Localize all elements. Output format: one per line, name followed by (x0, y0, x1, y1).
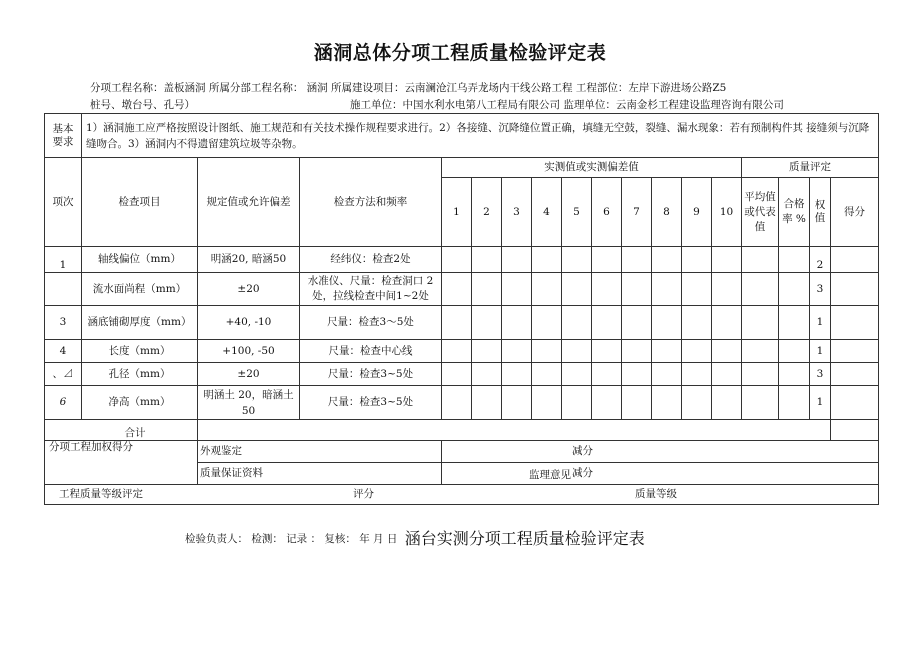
cell (592, 273, 622, 306)
cell (502, 306, 532, 340)
basic-label-1: 基本 (52, 122, 74, 135)
header-measured: 实测值或实测偏差值 (442, 158, 742, 178)
header-weight: 权值 (810, 178, 831, 247)
cell (831, 247, 879, 273)
row-method: 尺量：检查3~5处 (300, 386, 442, 420)
header-col-3: 3 (502, 178, 532, 247)
table-row (45, 306, 879, 340)
cell (831, 363, 879, 386)
cell (502, 340, 532, 363)
cell (831, 340, 879, 363)
header-score: 得分 (831, 178, 879, 247)
signature-text: 检验负责人： 检测： 记录 ： 复核： 年 月 日 (185, 533, 398, 545)
cell (652, 363, 682, 386)
row-weight: 3 (810, 363, 831, 386)
cell (562, 363, 592, 386)
cell (779, 306, 810, 340)
cell (742, 340, 779, 363)
cell (592, 340, 622, 363)
row-seq: 4 (45, 340, 82, 363)
cell (831, 273, 879, 306)
header-col-7: 7 (622, 178, 652, 247)
cell (779, 273, 810, 306)
cell (442, 306, 472, 340)
row-spec: ±20 (198, 363, 300, 386)
cell (712, 386, 742, 420)
cell (622, 363, 652, 386)
header-col-9: 9 (682, 178, 712, 247)
grade-row (45, 485, 879, 505)
cell (682, 386, 712, 420)
row-seq: 、⊿ (45, 363, 82, 386)
header-col-2: 2 (472, 178, 502, 247)
row-item: 长度（mm） (82, 340, 198, 363)
row-spec: 明涵土 20，暗涵土 50 (198, 386, 300, 420)
weighted-row-1 (45, 441, 879, 463)
cell (682, 340, 712, 363)
cell (502, 363, 532, 386)
info-line-1: 分项工程名称：盖板涵洞 所属分部工程名称： 涵洞 所属建设项目：云南澜沧江乌弄龙场内干线公路工程 工程部位：左岸下游进场公路Z5 (90, 82, 727, 94)
cell (442, 363, 472, 386)
deduct-label-2: 减分 (572, 467, 593, 479)
header-col-1: 1 (442, 178, 472, 247)
info-line-2-left: 桩号、墩台号、孔号） (90, 99, 195, 111)
row-seq: 1 (45, 247, 82, 273)
next-table-title: 涵台实测分项工程质量检验评定表 (404, 529, 645, 548)
row-spec: 明涵20, 暗涵50 (198, 247, 300, 273)
cell (562, 386, 592, 420)
total-empty (198, 420, 810, 441)
cell (592, 306, 622, 340)
row-method: 尺量：检查中心线 (300, 340, 442, 363)
row-spec: +40, -10 (198, 306, 300, 340)
cell (712, 363, 742, 386)
cell (682, 247, 712, 273)
cell (532, 273, 562, 306)
cell (442, 386, 472, 420)
row-spec: ±20 (198, 273, 300, 306)
cell (532, 363, 562, 386)
cell (652, 247, 682, 273)
cell (712, 306, 742, 340)
cell (532, 247, 562, 273)
cell (502, 386, 532, 420)
header-row-1 (45, 158, 879, 178)
cell (562, 247, 592, 273)
row-seq (45, 273, 82, 306)
docs-label: 质量保证资料 (198, 463, 442, 485)
cell (831, 386, 879, 420)
basic-requirements-text: 1）涵洞施工应严格按照设计图纸、施工规范和有关技术操作规程要求进行。2）各接缝、沉降缝位置正确，填缝无空鼓，裂缝、漏水现象：若有预制构件其 接缝须与沉降缝吻合。3）涵洞内不得遗留建筑垃圾等杂物。 (82, 114, 879, 158)
cell (532, 306, 562, 340)
cell (442, 340, 472, 363)
cell (622, 306, 652, 340)
cell (652, 340, 682, 363)
cell (682, 306, 712, 340)
row-seq: 3 (45, 306, 82, 340)
row-method: 尺量：检查3〜5处 (300, 306, 442, 340)
table-row (45, 363, 879, 386)
cell (472, 386, 502, 420)
row-weight: 3 (810, 273, 831, 306)
row-item: 流水面尚程（mm） (82, 273, 198, 306)
inspection-table (44, 113, 879, 505)
cell (682, 363, 712, 386)
header-method: 检查方法和频率 (300, 158, 442, 247)
cell (532, 386, 562, 420)
grade-cell (45, 485, 879, 505)
header-quality: 质量评定 (742, 158, 879, 178)
cell (779, 247, 810, 273)
basic-label-2: 要求 (52, 135, 74, 148)
cell (742, 306, 779, 340)
cell (779, 363, 810, 386)
total-row (45, 420, 879, 441)
grade-level: 质量等级 (635, 488, 677, 500)
cell (742, 386, 779, 420)
cell (502, 273, 532, 306)
cell (652, 386, 682, 420)
cell (779, 340, 810, 363)
page-title: 涵洞总体分项工程质量检验评定表 (313, 42, 607, 64)
grade-score: 评分 (353, 488, 374, 500)
basic-requirements-label (45, 114, 82, 158)
weighted-label (45, 441, 198, 485)
cell (742, 273, 779, 306)
row-method: 经纬仪：检查2处 (300, 247, 442, 273)
grade-label: 工程质量等级评定 (59, 488, 143, 500)
cell (592, 363, 622, 386)
cell (472, 306, 502, 340)
header-seq: 项次 (45, 158, 82, 247)
cell (562, 273, 592, 306)
cell (562, 340, 592, 363)
row-method: 水准仪、尺量：检查洞口 2处，拉线检查中间1~2处 (300, 273, 442, 306)
row-weight: 1 (810, 386, 831, 420)
row-item: 孔径（mm） (82, 363, 198, 386)
cell (622, 386, 652, 420)
weighted-label-text: 分项工程加权得分 (49, 441, 133, 453)
header-col-5: 5 (562, 178, 592, 247)
cell (472, 363, 502, 386)
row-method: 尺量：检查3~5处 (300, 363, 442, 386)
row-item: 净高（mm） (82, 386, 198, 420)
row-weight: 2 (810, 247, 831, 273)
cell (592, 247, 622, 273)
header-avg: 平均值或代表值 (742, 178, 779, 247)
cell (532, 340, 562, 363)
cell (742, 363, 779, 386)
cell (442, 247, 472, 273)
cell (652, 306, 682, 340)
docs-deduct (442, 463, 879, 485)
row-weight: 1 (810, 340, 831, 363)
cell (562, 306, 592, 340)
header-col-8: 8 (652, 178, 682, 247)
info-line-2-right: 施工单位：中国水利水电第八工程局有限公司 监理单位：云南金杉工程建设监理咨询有限公司 (350, 99, 784, 111)
cell (472, 247, 502, 273)
cell (712, 273, 742, 306)
cell (442, 273, 472, 306)
appearance-deduct (442, 441, 879, 463)
header-col-6: 6 (592, 178, 622, 247)
basic-requirements-row (45, 114, 879, 158)
row-spec: +100, -50 (198, 340, 300, 363)
row-seq: 6 (45, 386, 82, 420)
cell (622, 273, 652, 306)
header-spec: 规定值或允许偏差 (198, 158, 300, 247)
header-col-10: 10 (712, 178, 742, 247)
supervision-opinion: 监理意见 (529, 469, 571, 481)
cell (810, 420, 831, 441)
header-item: 检查项目 (82, 158, 198, 247)
cell (502, 247, 532, 273)
cell (742, 247, 779, 273)
row-item: 轴线偏位（mm） (82, 247, 198, 273)
row-weight: 1 (810, 306, 831, 340)
cell (682, 273, 712, 306)
cell (712, 247, 742, 273)
deduct-label-1: 减分 (572, 445, 593, 457)
cell (831, 306, 879, 340)
cell (622, 247, 652, 273)
table-row (45, 273, 879, 306)
cell (592, 386, 622, 420)
header-col-4: 4 (532, 178, 562, 247)
cell (779, 386, 810, 420)
table-row (45, 386, 879, 420)
header-pass: 合格率 % (779, 178, 810, 247)
table-row (45, 247, 879, 273)
cell (472, 340, 502, 363)
appearance-label: 外观鉴定 (198, 441, 442, 463)
signature-line (185, 524, 645, 547)
cell (652, 273, 682, 306)
cell (622, 340, 652, 363)
cell (472, 273, 502, 306)
total-label: 合计 (45, 420, 198, 441)
row-item: 涵底铺砌厚度（mm） (82, 306, 198, 340)
table-row (45, 340, 879, 363)
cell (831, 420, 879, 441)
cell (712, 340, 742, 363)
